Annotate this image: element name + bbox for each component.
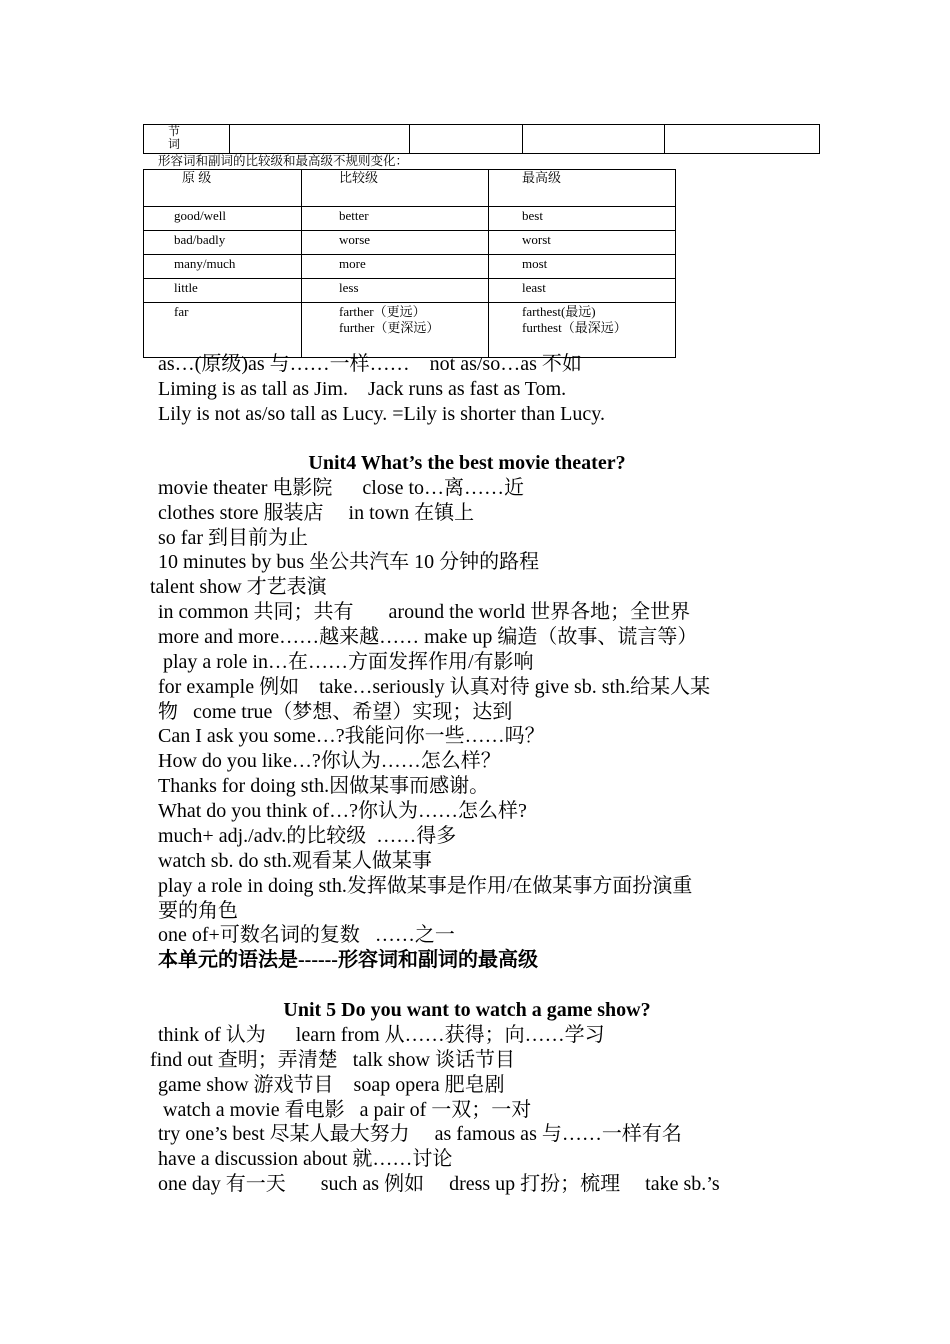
table-cell: farther（更远） further（更深远） [302, 303, 489, 358]
top-table-cell [665, 125, 820, 154]
table-cell: many/much [144, 255, 302, 279]
table-cell: bad/badly [144, 231, 302, 255]
grammar-note: 本单元的语法是------形容词和副词的最高级 [158, 949, 538, 971]
table-row [144, 279, 676, 303]
text-line: Lily is not as/so tall as Lucy. =Lily is shorter than Lucy. [158, 403, 605, 425]
top-table-cell [230, 125, 410, 154]
text-line: more and more……越来越…… make up 编造（故事、谎言等） [158, 626, 698, 648]
table-cell: worst [489, 231, 676, 255]
table-cell: most [489, 255, 676, 279]
text-line: try one’s best 尽某人最大努力 as famous as 与……一样有名 [158, 1123, 682, 1145]
text-line: 要的角色 [158, 900, 238, 922]
text-line: one of+可数名词的复数 ……之一 [158, 924, 455, 946]
table-row [144, 255, 676, 279]
table-cell: less [302, 279, 489, 303]
text-line: clothes store 服装店 in town 在镇上 [158, 502, 475, 524]
comparison-table [143, 169, 676, 358]
table-row [144, 303, 676, 358]
table-header: 原 级 [144, 170, 302, 207]
top-table-cell-text: 节 词 [168, 124, 181, 151]
text-line: game show 游戏节目 soap opera 肥皂剧 [158, 1074, 505, 1096]
table-caption: 形容词和副词的比较级和最高级不规则变化： [158, 154, 409, 168]
text-line: play a role in…在……方面发挥作用/有影响 [163, 651, 534, 673]
table-cell: least [489, 279, 676, 303]
table-cell: more [302, 255, 489, 279]
text-line: play a role in doing sth.发挥做某事是作用/在做某事方面扮演重 [158, 875, 693, 897]
top-table [143, 124, 820, 154]
table-cell: better [302, 207, 489, 231]
text-line: so far 到目前为止 [158, 527, 308, 549]
top-table-cell [523, 125, 665, 154]
text-line: for example 例如 take…seriously 认真对待 give sb. sth.给某人某 [158, 676, 711, 698]
text-line: watch sb. do sth.观看某人做某事 [158, 850, 432, 872]
top-table-cell [410, 125, 523, 154]
text-line: in common 共同；共有 around the world 世界各地；全世界 [158, 601, 691, 623]
text-line: movie theater 电影院 close to…离……近 [158, 477, 525, 499]
text-line: talent show 才艺表演 [150, 576, 327, 598]
table-cell: far [144, 303, 302, 358]
table-cell: best [489, 207, 676, 231]
text-line: watch a movie 看电影 a pair of 一双；一对 [163, 1099, 532, 1121]
table-cell: good/well [144, 207, 302, 231]
table-header-row [144, 170, 676, 207]
text-line: 物 come true（梦想、希望）实现；达到 [158, 701, 513, 723]
table-header: 最高级 [489, 170, 676, 207]
text-line: one day 有一天 such as 例如 dress up 打扮；梳理 take sb.’s [158, 1173, 720, 1195]
table-cell: little [144, 279, 302, 303]
table-row [144, 231, 676, 255]
text-line: How do you like…?你认为……怎么样？ [158, 750, 501, 772]
text-line: What do you think of…?你认为……怎么样? [158, 800, 527, 822]
table-cell: worse [302, 231, 489, 255]
unit-heading: Unit 5 Do you want to watch a game show? [283, 999, 651, 1021]
text-line: Can I ask you some…?我能问你一些……吗？ [158, 725, 545, 747]
text-line: much+ adj./adv.的比较级 ……得多 [158, 825, 457, 847]
top-table-cell [144, 125, 230, 154]
text-line: 10 minutes by bus 坐公共汽车 10 分钟的路程 [158, 551, 540, 573]
text-line: as…(原级)as 与……一样…… not as/so…as 不如 [158, 353, 582, 375]
text-line: Thanks for doing sth.因做某事而感谢。 [158, 775, 490, 797]
table-row [144, 207, 676, 231]
text-line: Liming is as tall as Jim. Jack runs as fast as Tom. [158, 378, 567, 400]
unit-heading: Unit4 What’s the best movie theater? [308, 452, 626, 474]
table-cell: farthest(最远) furthest（最深远） [489, 303, 676, 358]
text-line: think of 认为 learn from 从……获得；向……学习 [158, 1024, 605, 1046]
text-line: find out 查明；弄清楚 talk show 谈话节目 [150, 1049, 515, 1071]
text-line: have a discussion about 就……讨论 [158, 1148, 453, 1170]
table-header: 比较级 [302, 170, 489, 207]
